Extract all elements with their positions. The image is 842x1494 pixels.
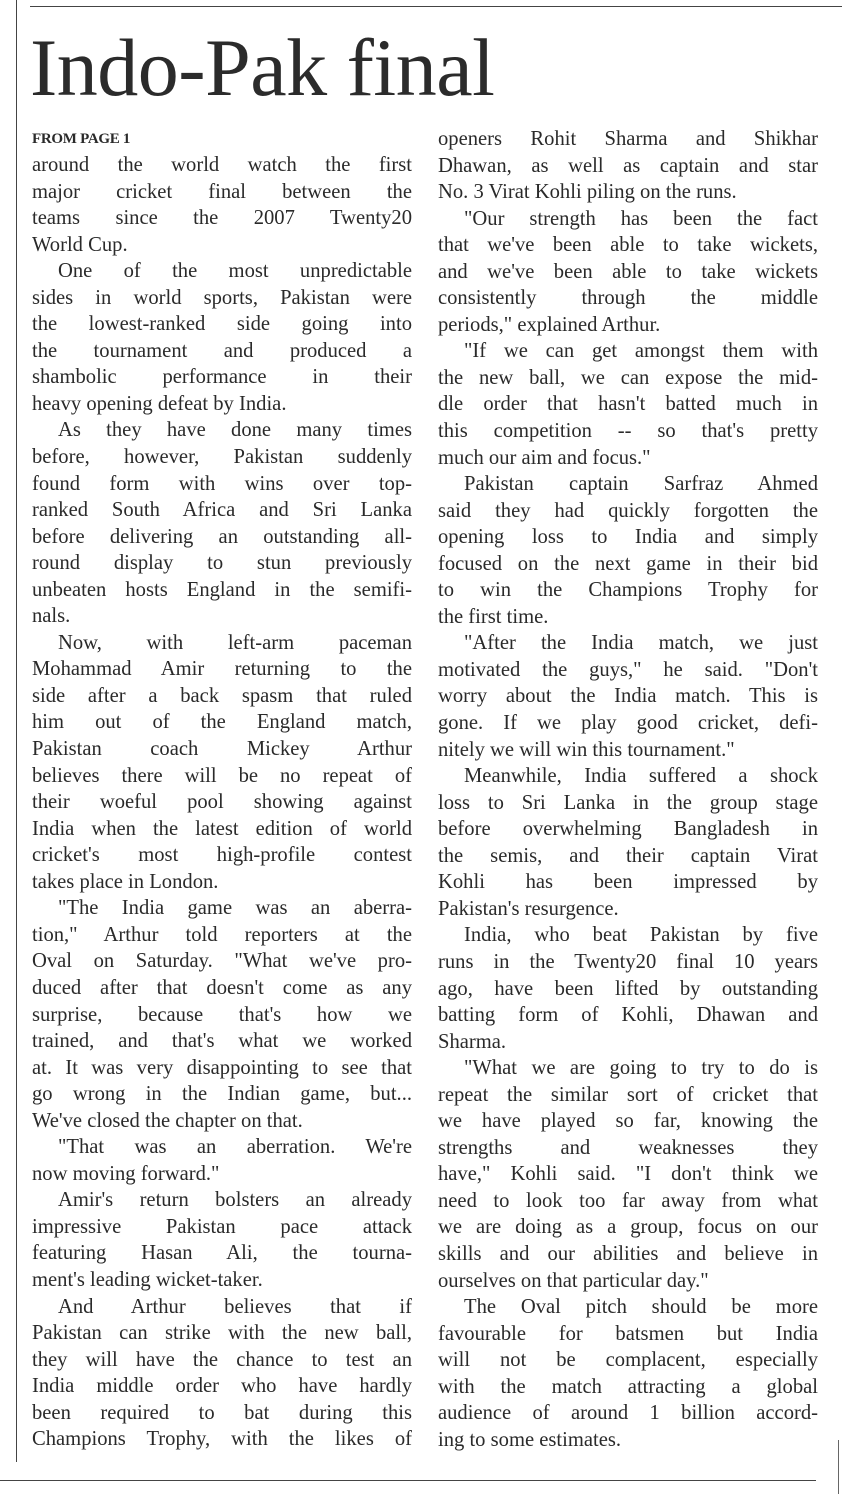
text-line: ago, have been lifted by outstanding — [438, 977, 818, 1000]
text-line: skills and our abilities and believe in — [438, 1242, 818, 1265]
text-line: "If we can get amongst them with — [464, 340, 818, 363]
text-line: featuring Hasan Ali, the tourna- — [32, 1242, 412, 1265]
text-line: Kohli has been impressed by — [438, 871, 818, 894]
article-paragraph — [438, 763, 818, 922]
text-line: "After the India match, we just — [464, 632, 818, 655]
text-line: said they had quickly forgotten the — [438, 499, 818, 522]
text-line: ment's leading wicket-taker. — [32, 1268, 263, 1291]
text-line: ranked South Africa and Sri Lanka — [32, 499, 412, 522]
text-line: we have played so far, knowing the — [438, 1110, 818, 1133]
text-line: Pakistan's resurgence. — [438, 897, 619, 920]
text-line: Dhawan, as well as captain and star — [438, 154, 818, 177]
text-line: Pakistan captain Sarfraz Ahmed — [464, 473, 818, 496]
text-line: Pakistan coach Mickey Arthur — [32, 738, 412, 761]
article-paragraph — [32, 258, 412, 417]
text-line: Champions Trophy, with the likes of — [32, 1428, 412, 1451]
continued-from-label: FROM PAGE 1 — [32, 131, 131, 147]
text-line: nals. — [32, 605, 71, 628]
text-line: "What we are going to try to do is — [464, 1057, 818, 1080]
text-line: Pakistan can strike with the new ball, — [32, 1322, 412, 1345]
text-line: this competition -- so that's pretty — [438, 420, 818, 443]
text-line: takes place in London. — [32, 870, 219, 893]
text-line: shambolic performance in their — [32, 366, 412, 389]
text-line: strengths and weaknesses they — [438, 1136, 818, 1159]
text-line: "The India game was an aberra- — [58, 897, 412, 920]
text-line: Oval on Saturday. "What we've pro- — [32, 950, 412, 973]
article-paragraph — [438, 126, 818, 206]
text-line: much our aim and focus." — [438, 446, 651, 469]
article-paragraph — [32, 417, 412, 629]
text-line: focused on the next game in their bid — [438, 552, 818, 575]
text-line: audience of around 1 billion accord- — [438, 1402, 818, 1425]
text-line: The Oval pitch should be more — [464, 1296, 818, 1319]
text-line: duced after that doesn't come as any — [32, 976, 412, 999]
article-column-right — [438, 126, 818, 1453]
text-line: and we've been able to take wickets — [438, 260, 818, 283]
text-line: Amir's return bolsters an already — [58, 1189, 412, 1212]
text-line: need to look too far away from what — [438, 1189, 818, 1212]
text-line: India, who beat Pakistan by five — [464, 924, 818, 947]
text-line: nitely we will win this tournament." — [438, 738, 735, 761]
text-line: "Our strength has been the fact — [464, 207, 818, 230]
article-paragraph — [32, 1294, 412, 1453]
text-line: loss to Sri Lanka in the group stage — [438, 791, 818, 814]
left-column-rule — [16, 0, 17, 1462]
text-line: sides in world sports, Pakistan were — [32, 286, 412, 309]
text-line: the lowest-ranked side going into — [32, 313, 412, 336]
text-line: now moving forward." — [32, 1162, 220, 1185]
text-line: their woeful pool showing against — [32, 791, 412, 814]
text-line: believes there will be no repeat of — [32, 764, 412, 787]
right-edge-rule — [838, 1440, 839, 1494]
text-line: motivated the guys," he said. "Don't — [438, 658, 818, 681]
text-line: at. It was very disappointing to see that — [32, 1056, 412, 1079]
text-line: World Cup. — [32, 233, 128, 256]
text-line: tion," Arthur told reporters at the — [32, 923, 412, 946]
text-line: around the world watch the first — [32, 154, 412, 176]
headline: Indo-Pak final — [30, 22, 495, 113]
text-line: gone. If we play good cricket, defi- — [438, 712, 818, 735]
text-line: have," Kohli said. "I don't think we — [438, 1163, 818, 1186]
text-line: Meanwhile, India suffered a shock — [464, 765, 818, 788]
text-line: worry about the India match. This is — [438, 685, 818, 708]
text-line: Now, with left-arm paceman — [58, 631, 412, 654]
article-paragraph — [438, 630, 818, 763]
article-paragraph — [438, 1294, 818, 1453]
text-line: the first time. — [438, 605, 549, 628]
top-rule — [30, 6, 842, 7]
article-paragraph — [438, 471, 818, 630]
text-line: they will have the chance to test an — [32, 1348, 412, 1371]
text-line: before, however, Pakistan suddenly — [32, 446, 412, 469]
text-line: One of the most unpredictable — [58, 260, 412, 283]
text-line: India middle order who have hardly — [32, 1375, 412, 1398]
text-line: cricket's most high-profile contest — [32, 844, 412, 867]
text-line: periods," explained Arthur. — [438, 313, 661, 336]
text-line: opening loss to India and simply — [438, 526, 818, 549]
text-line: we are doing as a group, focus on our — [438, 1216, 818, 1239]
text-line: side after a back spasm that ruled — [32, 684, 412, 707]
article-paragraph — [32, 630, 412, 895]
text-line: And Arthur believes that if — [58, 1295, 412, 1318]
article-paragraph — [32, 1134, 412, 1187]
text-line: openers Rohit Sharma and Shikhar — [438, 128, 818, 150]
text-line: heavy opening defeat by India. — [32, 392, 287, 415]
text-line: "That was an aberration. We're — [58, 1136, 412, 1159]
text-line: trained, and that's what we worked — [32, 1030, 412, 1053]
text-line: been required to bat during this — [32, 1401, 412, 1424]
article-paragraph — [438, 1055, 818, 1294]
text-line: surprise, because that's how we — [32, 1003, 412, 1026]
text-line: round display to stun previously — [32, 552, 412, 575]
text-line: impressive Pakistan pace attack — [32, 1215, 412, 1238]
text-line: favourable for batsmen but India — [438, 1322, 818, 1345]
text-line: unbeaten hosts England in the semifi- — [32, 578, 412, 601]
article-paragraph — [438, 338, 818, 471]
text-line: will not be complacent, especially — [438, 1349, 818, 1372]
text-line: Mohammad Amir returning to the — [32, 658, 412, 681]
article-paragraph — [32, 152, 412, 258]
text-line: teams since the 2007 Twenty20 — [32, 207, 412, 230]
article-paragraph — [438, 922, 818, 1055]
text-line: dle order that hasn't batted much in — [438, 393, 818, 416]
article-paragraph — [32, 895, 412, 1134]
text-line: that we've been able to take wickets, — [438, 234, 818, 257]
article-column-left — [32, 152, 412, 1453]
article-paragraph — [438, 206, 818, 339]
text-line: major cricket final between the — [32, 180, 412, 203]
text-line: go wrong in the Indian game, but... — [32, 1083, 412, 1106]
text-line: India when the latest edition of world — [32, 817, 412, 840]
text-line: repeat the similar sort of cricket that — [438, 1083, 818, 1106]
text-line: before delivering an outstanding all- — [32, 525, 412, 548]
text-line: him out of the England match, — [32, 711, 412, 734]
text-line: batting form of Kohli, Dhawan and — [438, 1004, 818, 1027]
text-line: before overwhelming Bangladesh in — [438, 818, 818, 841]
text-line: Sharma. — [438, 1030, 507, 1053]
text-line: the tournament and produced a — [32, 339, 412, 362]
text-line: with the match attracting a global — [438, 1375, 818, 1398]
text-line: consistently through the middle — [438, 287, 818, 310]
text-line: ing to some estimates. — [438, 1428, 622, 1451]
text-line: ourselves on that particular day." — [438, 1269, 709, 1292]
text-line: As they have done many times — [58, 419, 412, 442]
bottom-rule — [0, 1480, 816, 1481]
text-line: No. 3 Virat Kohli piling on the runs. — [438, 181, 737, 204]
text-line: to win the Champions Trophy for — [438, 579, 818, 602]
text-line: runs in the Twenty20 final 10 years — [438, 950, 818, 973]
article-paragraph — [32, 1187, 412, 1293]
text-line: the new ball, we can expose the mid- — [438, 366, 818, 389]
text-line: We've closed the chapter on that. — [32, 1109, 303, 1132]
text-line: the semis, and their captain Virat — [438, 844, 818, 867]
text-line: found form with wins over top- — [32, 472, 412, 495]
